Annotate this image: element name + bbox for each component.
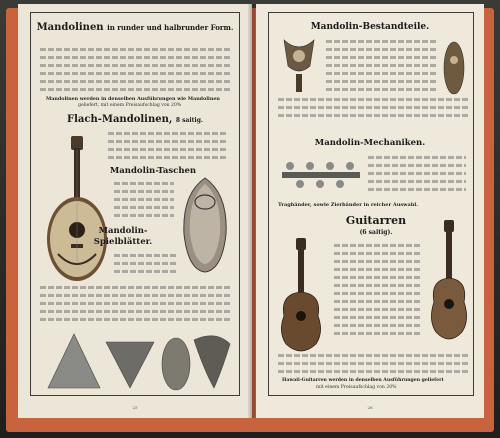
flach-mandolinen-suffix: 8 saitig. [175, 117, 203, 124]
price-line [40, 56, 230, 59]
mandolin-case-illustration [178, 174, 232, 274]
price-line [40, 318, 230, 321]
price-line [278, 114, 468, 117]
price-line [108, 132, 226, 135]
price-line [334, 244, 422, 247]
price-line [326, 56, 438, 59]
price-line [108, 148, 226, 151]
price-line [40, 310, 230, 313]
price-line [40, 294, 230, 297]
price-line [326, 64, 438, 67]
mechaniken-title: Mandolin-Mechaniken. [314, 138, 426, 148]
price-line [40, 80, 230, 83]
price-line [334, 332, 422, 335]
price-line [334, 292, 422, 295]
mandolinen-heading [18, 22, 252, 33]
hawaii-note-1: Hawaii-Guitarren werden in denselben Ausführungen geliefert [282, 378, 444, 383]
left-page [18, 4, 252, 418]
price-line [108, 156, 226, 159]
pickguard-illustration [442, 38, 466, 98]
price-line [334, 316, 422, 319]
price-line [114, 206, 174, 209]
price-line [114, 270, 176, 273]
price-line [114, 262, 176, 265]
price-line [334, 268, 422, 271]
price-line [108, 140, 226, 143]
price-line [40, 48, 230, 51]
guitar-illustration-right [426, 218, 472, 348]
price-line [368, 188, 466, 191]
price-line [40, 64, 230, 67]
flach-mandolinen-title: Flach-Mandolinen, [67, 114, 173, 125]
price-line [326, 72, 438, 75]
price-line [368, 172, 466, 175]
price-line [368, 180, 466, 183]
price-line [278, 98, 468, 101]
price-line [278, 362, 468, 365]
price-line [326, 40, 438, 43]
spielblaetter-title-2: Spielblätter. [93, 237, 153, 247]
price-line [114, 190, 174, 193]
left-page-number: 25 [132, 405, 138, 410]
hawaii-note-2: mit einem Preisaufschlag von 20% [316, 385, 397, 390]
price-line [368, 156, 466, 159]
price-line [278, 354, 468, 357]
flach-mandolinen-heading [18, 114, 252, 125]
price-line [334, 252, 422, 255]
right-page-number: 26 [367, 405, 373, 410]
tailpiece-illustration [280, 36, 318, 94]
price-line [334, 284, 422, 287]
spielblaetter-title-1: Mandolin- [98, 226, 148, 236]
price-line [334, 300, 422, 303]
right-page [256, 4, 484, 418]
price-line [40, 88, 230, 91]
mandolinen-title-rest: in runder und halbrunder Form. [107, 23, 234, 32]
price-line [326, 88, 438, 91]
price-line [114, 214, 174, 217]
price-line [278, 370, 468, 373]
tuning-machines-illustration [280, 160, 362, 190]
price-line [40, 286, 230, 289]
price-line [40, 72, 230, 75]
mandolinen-title: Mandolinen [36, 22, 104, 33]
price-line [114, 182, 174, 185]
guitarren-subtitle: (6 saitig). [359, 229, 393, 236]
price-line [114, 198, 174, 201]
guitarren-title: Guitarren [345, 214, 407, 227]
price-line [334, 260, 422, 263]
mandolinen-note-1: Mandolinen werden in denselben Ausführungen wie Mandolinen [46, 96, 220, 102]
price-line [334, 276, 422, 279]
guitar-illustration-left [276, 236, 326, 356]
mandolin-taschen-title: Mandolin-Taschen [109, 166, 197, 176]
price-line [326, 48, 438, 51]
mandolin-illustration [38, 134, 116, 284]
bestandteile-title: Mandolin-Bestandteile. [310, 22, 430, 32]
price-line [114, 254, 176, 257]
price-line [326, 80, 438, 83]
price-line [368, 164, 466, 167]
mandolinen-note-2: geliefert, mit einem Preisaufschlag von 20% [78, 103, 182, 108]
price-line [334, 324, 422, 327]
tragebaender-note: Tragbänder, sowie Zierbänder in reicher Auswahl. [278, 202, 418, 208]
price-line [278, 106, 468, 109]
plectrum-illustrations [44, 330, 234, 392]
price-line [334, 308, 422, 311]
price-line [40, 302, 230, 305]
